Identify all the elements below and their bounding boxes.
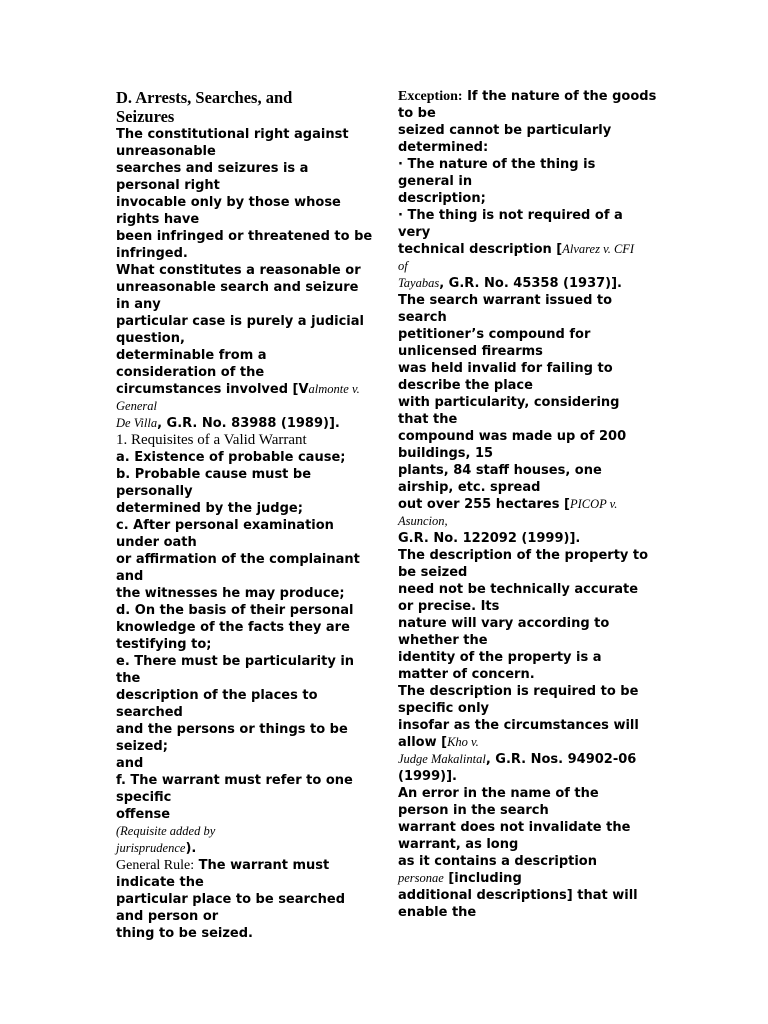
bullet-line: · The nature of the thing is <box>398 157 596 172</box>
text-line: The search warrant issued to <box>398 293 613 308</box>
citation-text: allow [ <box>398 735 448 750</box>
requisite-note-italic: (Requisite added by <box>116 824 216 838</box>
requisite-line: specific <box>116 790 172 805</box>
citation-line: (1999)]. <box>398 769 457 784</box>
text-line: was held invalid for failing to <box>398 361 613 376</box>
text-line: determined: <box>398 140 489 155</box>
requisite-line: and the persons or things to be <box>116 722 348 737</box>
citation-line <box>116 381 372 398</box>
text-line: matter of concern. <box>398 667 535 682</box>
text-line: plants, 84 staff houses, one <box>398 463 602 478</box>
text-line: invocable only by those whose <box>116 195 341 210</box>
text-line: compound was made up of 200 <box>398 429 627 444</box>
text-line: indicate the <box>116 875 204 890</box>
text-line: warrant, as long <box>398 837 519 852</box>
requisite-line: the <box>116 671 141 686</box>
text-line: insofar as the circumstances will <box>398 718 639 733</box>
text-line: infringed. <box>116 246 188 261</box>
requisite-line: testifying to; <box>116 637 212 652</box>
citation-italic: of <box>398 259 408 273</box>
requisite-note <box>116 840 372 857</box>
text-line: identity of the property is a <box>398 650 602 665</box>
citation-line <box>398 513 654 530</box>
citation-line <box>116 398 372 415</box>
exception-line <box>398 88 657 105</box>
requisite-line: description of the places to <box>116 688 318 703</box>
citation-line <box>116 415 372 432</box>
text-line: What constitutes a reasonable or <box>116 263 361 278</box>
text-line: with particularity, considering <box>398 395 620 410</box>
text-line: search <box>398 310 447 325</box>
text-line: rights have <box>116 212 200 227</box>
citation-text: technical description [ <box>398 242 563 257</box>
text-line: general in <box>398 174 473 189</box>
text-line: unreasonable search and seizure <box>116 280 359 295</box>
requisite-line: offense <box>116 807 171 822</box>
requisite-line: or affirmation of the complainant <box>116 552 360 567</box>
citation-italic: almonte v. <box>308 382 360 396</box>
requisite-line: and <box>116 756 144 771</box>
exception-text: If the nature of the goods <box>462 89 657 104</box>
citation-text: circumstances involved [V <box>116 382 309 397</box>
text-line: The description is required to be <box>398 684 639 699</box>
text-line: petitioner’s compound for <box>398 327 591 342</box>
text-line: or precise. Its <box>398 599 500 614</box>
text-line: additional descriptions] that will <box>398 888 638 903</box>
text-line: need not be technically accurate <box>398 582 639 597</box>
citation-italic: Tayabas <box>398 276 440 290</box>
requisite-line: searched <box>116 705 183 720</box>
text-line: been infringed or threatened to be <box>116 229 373 244</box>
text-line: particular case is purely a judicial <box>116 314 364 329</box>
text-line: An error in the name of the <box>398 786 599 801</box>
left-column <box>116 88 372 942</box>
requisite-note-suffix: ). <box>185 841 197 856</box>
text-line: warrant does not invalidate the <box>398 820 631 835</box>
text-line: The constitutional right against <box>116 127 349 142</box>
text-line: and person or <box>116 909 219 924</box>
citation-line <box>398 258 654 275</box>
right-column <box>398 88 657 921</box>
requisite-line: determined by the judge; <box>116 501 303 516</box>
text-line: describe the place <box>398 378 533 393</box>
citation-line: G.R. No. 122092 (1999)]. <box>398 531 581 546</box>
text-line: The description of the property to <box>398 548 649 563</box>
text-line: person in the search <box>398 803 549 818</box>
requisite-line: b. Probable cause must be <box>116 467 312 482</box>
text-line: consideration of the <box>116 365 265 380</box>
section-heading-cont: Seizures <box>116 107 175 126</box>
text-line: searches and seizures is a <box>116 161 309 176</box>
general-rule-text: The warrant must <box>194 858 330 873</box>
requisite-line: seized; <box>116 739 168 754</box>
requisite-line: e. There must be particularity in <box>116 654 355 669</box>
general-rule-line <box>116 857 372 874</box>
text-line: enable the <box>398 905 477 920</box>
text-line: question, <box>116 331 185 346</box>
requisite-note-italic: jurisprudence <box>116 841 186 855</box>
subsection-heading: 1. Requisites of a Valid Warrant <box>116 432 307 448</box>
text-line: unreasonable <box>116 144 216 159</box>
citation-text: , G.R. Nos. 94902-06 <box>485 752 637 767</box>
citation-italic: Judge Makalintal <box>398 752 486 766</box>
requisite-line: d. On the basis of their personal <box>116 603 354 618</box>
exception-label: Exception: <box>398 89 463 104</box>
citation-line <box>398 275 654 292</box>
text-line: to be <box>398 106 436 121</box>
citation-line <box>398 241 654 258</box>
citation-italic: Asuncion, <box>398 514 448 528</box>
citation-italic: Alvarez v. CFI <box>562 242 635 256</box>
text-line: in any <box>116 297 161 312</box>
requisite-line: c. After personal examination <box>116 518 334 533</box>
citation-text: out over 255 hectares [ <box>398 497 570 512</box>
text-line: particular place to be searched <box>116 892 346 907</box>
text-line: determinable from a <box>116 348 267 363</box>
requisite-line: the witnesses he may produce; <box>116 586 345 601</box>
citation-line <box>398 734 654 751</box>
citation-italic: PICOP v. <box>569 497 618 511</box>
citation-italic: Kho v. <box>447 735 479 749</box>
requisite-line: knowledge of the facts they are <box>116 620 350 635</box>
general-rule-label: General Rule: <box>116 858 195 873</box>
text-line: be seized <box>398 565 468 580</box>
citation-italic: General <box>116 399 157 413</box>
text-line: nature will vary according to <box>398 616 610 631</box>
text-line: description; <box>398 191 486 206</box>
text-line: unlicensed firearms <box>398 344 543 359</box>
text-line: as it contains a description <box>398 854 597 869</box>
personae-suffix: [including <box>443 871 522 886</box>
text-line: that the <box>398 412 458 427</box>
bullet-line: · The thing is not required of a <box>398 208 623 223</box>
requisite-line: f. The warrant must refer to one <box>116 773 353 788</box>
text-line: whether the <box>398 633 488 648</box>
citation-text: , G.R. No. 45358 (1937)]. <box>439 276 622 291</box>
text-line: thing to be seized. <box>116 926 253 941</box>
citation-italic: De Villa <box>116 416 158 430</box>
section-heading: D. Arrests, Searches, and <box>116 88 293 107</box>
requisite-line: a. Existence of probable cause; <box>116 450 346 465</box>
citation-line <box>398 751 654 768</box>
text-line: very <box>398 225 431 240</box>
text-line: seized cannot be particularly <box>398 123 612 138</box>
requisite-note <box>116 823 372 840</box>
requisite-line: under oath <box>116 535 197 550</box>
requisite-line: personally <box>116 484 193 499</box>
personae-italic: personae <box>398 871 444 885</box>
personae-line <box>398 870 654 887</box>
text-line: specific only <box>398 701 490 716</box>
text-line: buildings, 15 <box>398 446 494 461</box>
text-line: airship, etc. spread <box>398 480 541 495</box>
text-line: personal right <box>116 178 220 193</box>
citation-line <box>398 496 654 513</box>
citation-text: , G.R. No. 83988 (1989)]. <box>157 416 340 431</box>
requisite-line: and <box>116 569 144 584</box>
